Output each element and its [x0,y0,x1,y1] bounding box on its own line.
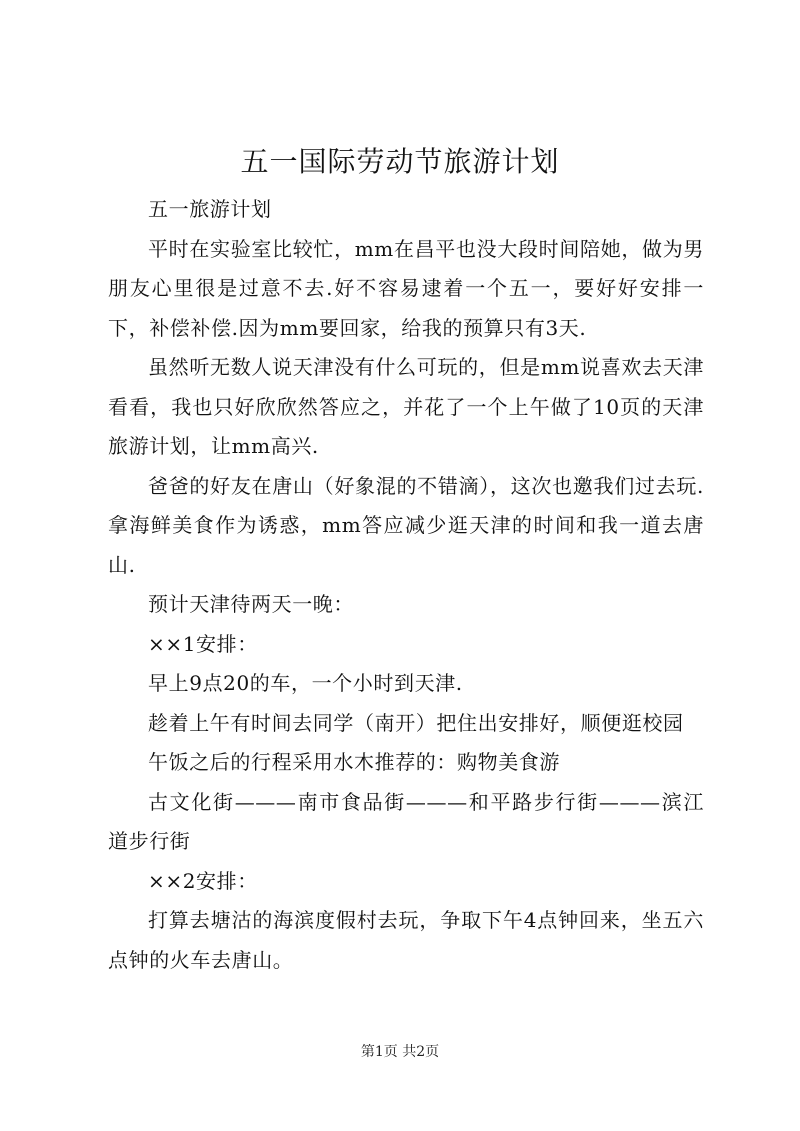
paragraph-heading: 五一旅游计划 [148,197,272,221]
paragraph: 预计天津待两天一晚： [148,592,354,616]
paragraph: 打算去塘沽的海滨度假村去玩，争取下午4点钟回来，坐五六点钟的火车去唐山。 [108,908,704,972]
paragraph: 早上9点20的车，一个小时到天津. [148,671,463,695]
paragraph: 古文化街———南市食品街———和平路步行街———滨江道步行街 [108,789,704,853]
paragraph: 爸爸的好友在唐山（好象混的不错滴），这次也邀我们过去玩.拿海鲜美食作为诱惑，mm答应减少逛天津的时间和我一道去唐山. [108,473,704,577]
paragraph: ××2安排： [148,868,258,893]
paragraph: 虽然听无数人说天津没有什么可玩的，但是mm说喜欢去天津看看，我也只好欣欣然答应之，并花了一个上午做了10页的天津旅游计划，让mm高兴. [108,355,704,458]
paragraph: 趁着上午有时间去同学（南开）把住出安排好，顺便逛校园 [148,710,684,735]
document-body [108,190,704,980]
document-title: 五一国际劳动节旅游计划 [240,145,560,178]
page-footer: 第1页 共2页 [360,1044,440,1060]
paragraph: ××1安排： [148,631,258,656]
paragraph: 平时在实验室比较忙，mm在昌平也没大段时间陪她，做为男朋友心里很是过意不去.好不容易逮着一个五一，要好好安排一下，补偿补偿.因为mm要回家，给我的预算只有3天. [108,236,704,340]
paragraph: 午饭之后的行程采用水木推荐的：购物美食游 [148,750,560,774]
